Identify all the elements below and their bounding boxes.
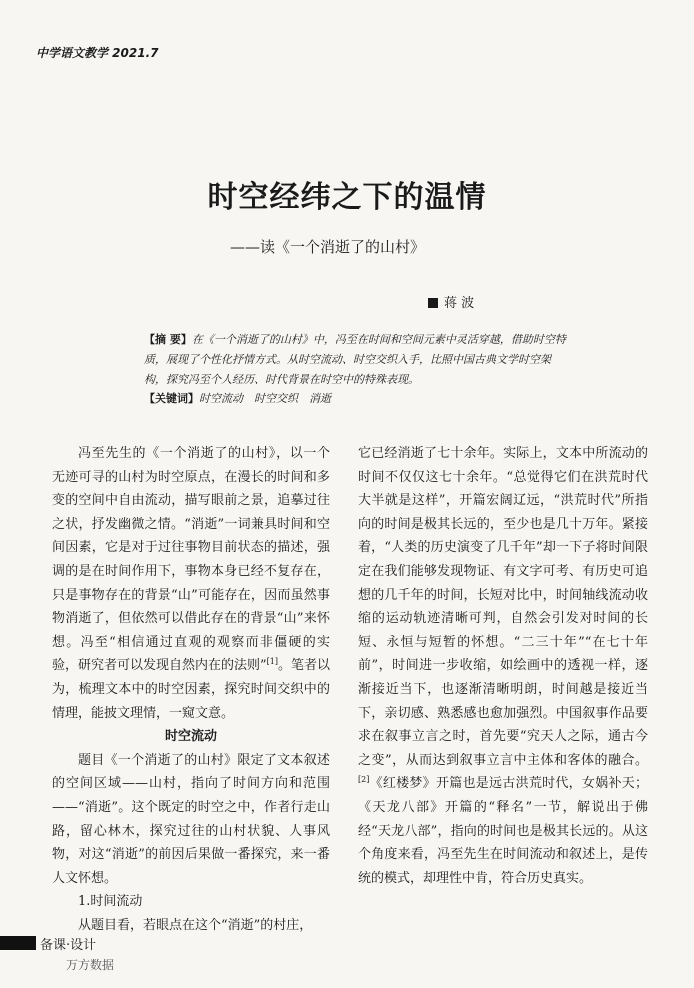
paragraph: 题目《一个消逝了的山村》限定了文本叙述的空间区域——山村，指向了时间方向和范围——“消逝”。这个既定的时空之中，作者行走山路，留心林木，探究过往的山村状貌、人事风物，对这“消逝”的前因后果做一番探究，来一番人文怀想。 xyxy=(52,752,330,886)
footer-section-label: 备课·设计 xyxy=(40,938,97,953)
paragraph-text: 。笔者以为，梳理文本中的时空因素，探究时间交织中的情理，能披文理情，一窥文意。 xyxy=(52,658,331,721)
paragraph: 从题目看，若眼点在这个“消逝”的村庄， xyxy=(78,917,313,933)
citation-ref: [1] xyxy=(266,657,278,667)
subsection-heading: 1.时间流动 xyxy=(78,894,143,910)
abstract xyxy=(144,330,568,390)
abstract-label: 【摘 要】 xyxy=(144,333,192,346)
square-bullet-icon xyxy=(428,298,438,308)
author-name: 蒋 波 xyxy=(444,296,475,311)
citation-ref: [2] xyxy=(358,775,370,785)
paragraph xyxy=(52,442,330,725)
article-subtitle: ——读《一个消逝了的山村》 xyxy=(230,238,426,256)
paragraph-text: 《红楼梦》开篇也是远古洪荒时代，女娲补天；《天龙八部》开篇的“释名”一节，解说出于佛经“天龙八部”，指向的时间也是极其长远的。从这个角度来看，冯至先生在时间流动和叙述上，是传统的模式，却理性中肯，符合历史真实。 xyxy=(358,776,648,886)
abstract-text: 在《一个消逝了的山村》中，冯至在时间和空间元素中灵活穿越，借助时空特质，展现了个性化抒情方式。从时空流动、时空交织入手，比照中国古典文学时空架构，探究冯至个人经历、时代背景在时空中的特殊表现。 xyxy=(144,333,566,386)
journal-header: 中学语文教学 2021.7 xyxy=(36,46,159,60)
footer-bar xyxy=(0,936,36,950)
author xyxy=(428,292,474,311)
keywords-label: 【关键词】 xyxy=(144,392,199,405)
paragraph-text: 它已经消逝了七十余年。实际上，文本中所流动的时间不仅仅这七十余年。“总觉得它们在洪荒时代大半就是这样”，开篇宏阔辽远，“洪荒时代”所指向的时间是极其长远的，至少也是几十万年。紧接着，“人类的历史演变了几千年”却一下子将时间限定在我们能够发现物证、有文字可考、有历史可追想的几千年的时间，长短对比中，时间轴线流动收缩的运动轨迹清晰可判，自然会引发对时间的长短、永恒与短暂的怀想。“二三十年”“在七十年前”，时间进一步收缩，如绘画中的透视一样，逐渐接近当下，也逐渐清晰明朗，时间越是接近当下，亲切感、熟悉感也愈加强烈。中国叙事作品要求在叙事立言之时，首先要“究天人之际，通古今之变”，从而达到叙事立言中主体和客体的融合。 xyxy=(358,446,648,768)
left-column xyxy=(52,442,330,937)
right-column xyxy=(358,442,648,890)
article-title: 时空经纬之下的温情 xyxy=(207,180,487,215)
paragraph xyxy=(358,442,648,890)
keywords-text: 时空流动 时空交织 消逝 xyxy=(199,392,331,405)
watermark: 万方数据 xyxy=(66,958,115,972)
keywords xyxy=(144,390,568,406)
paragraph-text: 冯至先生的《一个消逝了的山村》，以一个无迹可寻的山村为时空原点，在漫长的时间和多变的空间中自由流动，描写眼前之景，追摹过往之状，抒发幽微之情。“消逝”一词兼具时间和空间因素，它是对于过往事物目前状态的描述，强调的是在时间作用下，事物本身已经不复存在，只是事物存在的背景“山”可能存在，因而虽然事物消逝了，但依然可以借此存在的背景“山”来怀想。冯至“相信通过直观的观察而非僵硬的实验，研究者可以发现自然内在的法则” xyxy=(52,446,330,674)
section-heading: 时空流动 xyxy=(164,729,217,745)
